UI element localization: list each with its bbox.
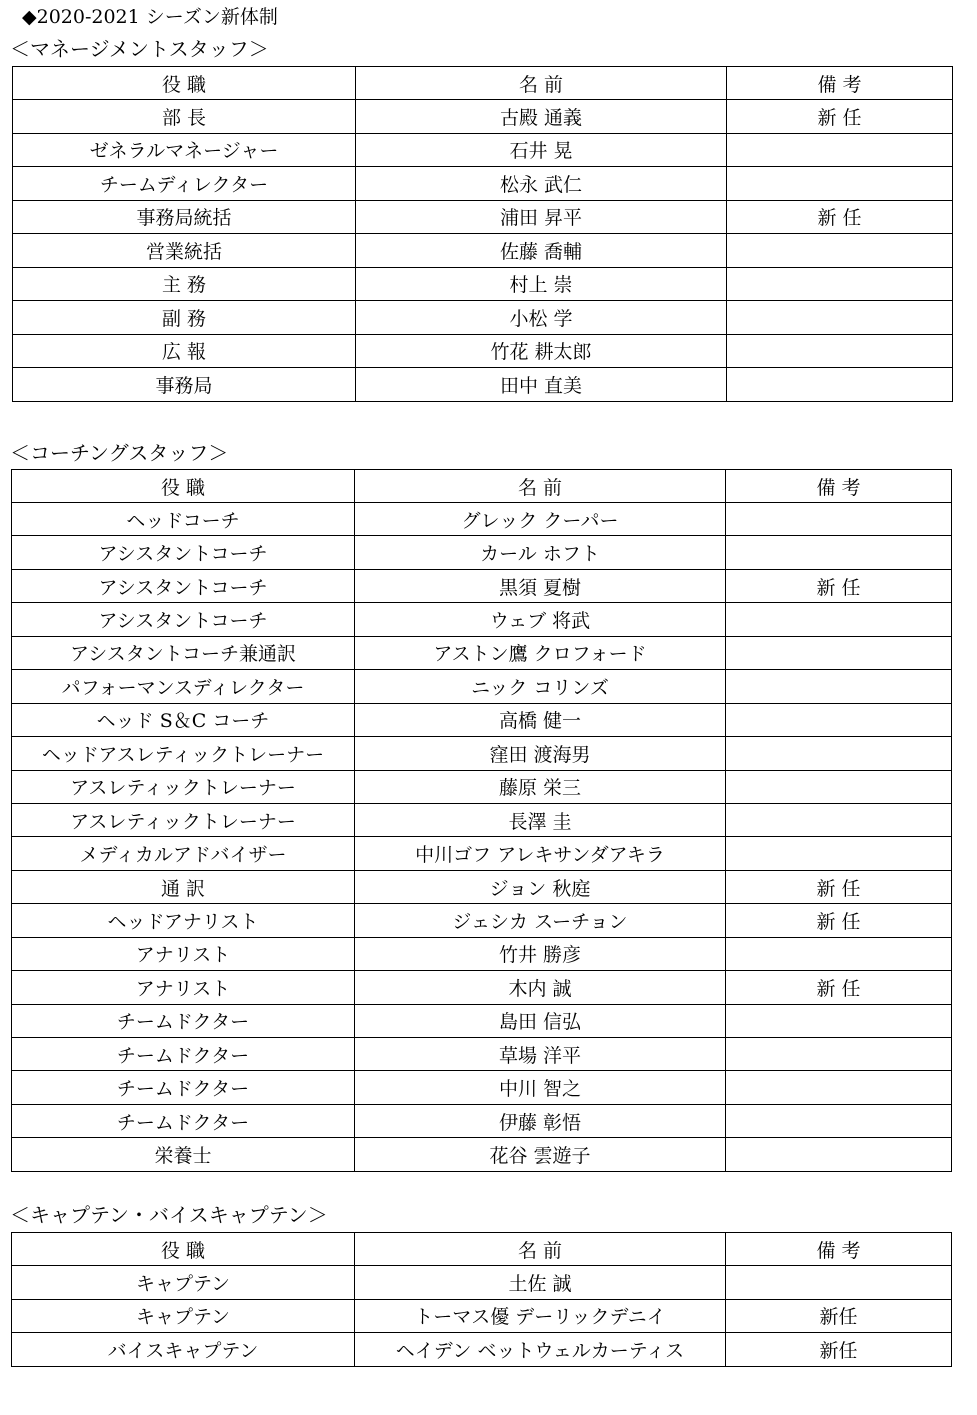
header-name: 名 前 [355, 1233, 726, 1266]
role-cell: 事務局 [13, 368, 356, 402]
name-cell: カール ホフト [355, 536, 726, 569]
role-cell: アスレティックトレーナー [12, 770, 355, 803]
role-cell: 広 報 [13, 334, 356, 368]
name-cell: 伊藤 彰悟 [355, 1104, 726, 1137]
role-cell: 栄養士 [12, 1138, 355, 1171]
document-title: ◆2020-2021 シーズン新体制 [22, 6, 278, 28]
role-cell: キャプテン [12, 1266, 355, 1300]
name-cell: 中川ゴフ アレキサンダアキラ [355, 837, 726, 870]
note-cell [726, 937, 952, 970]
note-cell [726, 1104, 952, 1137]
note-cell: 新 任 [727, 200, 953, 234]
note-cell [726, 536, 952, 569]
name-cell: トーマス優 デーリックデニイ [355, 1299, 726, 1333]
name-cell: 田中 直美 [356, 368, 727, 402]
name-cell: 草場 洋平 [355, 1038, 726, 1071]
table-header-row [12, 470, 952, 503]
role-cell: アシスタントコーチ兼通訳 [12, 636, 355, 669]
note-cell [727, 368, 953, 402]
name-cell: 長澤 圭 [355, 803, 726, 836]
role-cell: チームドクター [12, 1038, 355, 1071]
management-staff-heading: ＜マネージメントスタッフ＞ [10, 37, 269, 61]
table-row [12, 503, 952, 536]
captains-table [11, 1232, 952, 1367]
name-cell: ジョン 秋庭 [355, 870, 726, 903]
name-cell: 松永 武仁 [356, 167, 727, 201]
name-cell: 竹花 耕太郎 [356, 334, 727, 368]
table-row [12, 803, 952, 836]
header-name: 名 前 [355, 470, 726, 503]
role-cell: 部 長 [13, 100, 356, 134]
name-cell: 石井 晃 [356, 133, 727, 167]
note-cell: 新任 [726, 1299, 952, 1333]
table-row [12, 636, 952, 669]
note-cell: 新任 [726, 1333, 952, 1367]
name-cell: 小松 学 [356, 301, 727, 335]
note-cell [727, 133, 953, 167]
header-note: 備 考 [727, 67, 953, 100]
name-cell: 浦田 昇平 [356, 200, 727, 234]
table-row [13, 133, 953, 167]
table-row [12, 670, 952, 703]
role-cell: アシスタントコーチ [12, 603, 355, 636]
note-cell [726, 636, 952, 669]
table-row [12, 837, 952, 870]
table-row [13, 368, 953, 402]
role-cell: ゼネラルマネージャー [13, 133, 356, 167]
header-role: 役 職 [13, 67, 356, 100]
role-cell: パフォーマンスディレクター [12, 670, 355, 703]
table-row [13, 200, 953, 234]
note-cell: 新 任 [727, 100, 953, 134]
table-row [12, 603, 952, 636]
role-cell: アスレティックトレーナー [12, 803, 355, 836]
note-cell [727, 234, 953, 268]
role-cell: 主 務 [13, 267, 356, 301]
role-cell: 事務局統括 [13, 200, 356, 234]
name-cell: 竹井 勝彦 [355, 937, 726, 970]
coaching-staff-table [11, 469, 952, 1172]
note-cell [726, 1071, 952, 1104]
header-role: 役 職 [12, 470, 355, 503]
role-cell: バイスキャプテン [12, 1333, 355, 1367]
role-cell: ヘッドコーチ [12, 503, 355, 536]
table-row [12, 1299, 952, 1333]
name-cell: 木内 誠 [355, 971, 726, 1004]
header-note: 備 考 [726, 1233, 952, 1266]
role-cell: アナリスト [12, 937, 355, 970]
table-row [13, 267, 953, 301]
table-row [12, 703, 952, 736]
note-cell [727, 167, 953, 201]
name-cell: 中川 智之 [355, 1071, 726, 1104]
name-cell: 古殿 通義 [356, 100, 727, 134]
role-cell: 営業統括 [13, 234, 356, 268]
note-cell [726, 1004, 952, 1037]
role-cell: キャプテン [12, 1299, 355, 1333]
note-cell [726, 803, 952, 836]
note-cell [726, 1266, 952, 1300]
table-row [13, 301, 953, 335]
note-cell [726, 837, 952, 870]
name-cell: 村上 崇 [356, 267, 727, 301]
table-row [13, 167, 953, 201]
table-header-row [13, 67, 953, 100]
note-cell [726, 603, 952, 636]
name-cell: グレック クーパー [355, 503, 726, 536]
name-cell: ウェブ 将武 [355, 603, 726, 636]
note-cell [726, 1138, 952, 1171]
table-row [12, 1038, 952, 1071]
table-row [12, 1138, 952, 1171]
name-cell: ジェシカ スーチョン [355, 904, 726, 937]
note-cell: 新 任 [726, 870, 952, 903]
note-cell: 新 任 [726, 904, 952, 937]
note-cell: 新 任 [726, 971, 952, 1004]
note-cell [726, 670, 952, 703]
table-row [12, 1266, 952, 1300]
table-row [12, 536, 952, 569]
table-row [12, 1004, 952, 1037]
role-cell: チームドクター [12, 1004, 355, 1037]
table-row [12, 737, 952, 770]
management-staff-table [12, 66, 953, 402]
note-cell [726, 737, 952, 770]
role-cell: ヘッド S＆C コーチ [12, 703, 355, 736]
name-cell: ニック コリンズ [355, 670, 726, 703]
captains-heading: ＜キャプテン・バイスキャプテン＞ [10, 1203, 328, 1227]
note-cell [726, 770, 952, 803]
note-cell [727, 267, 953, 301]
name-cell: 黒須 夏樹 [355, 569, 726, 602]
note-cell: 新 任 [726, 569, 952, 602]
header-name: 名 前 [356, 67, 727, 100]
table-row [12, 937, 952, 970]
name-cell: 花谷 雲遊子 [355, 1138, 726, 1171]
table-row [12, 870, 952, 903]
name-cell: 窪田 渡海男 [355, 737, 726, 770]
note-cell [726, 503, 952, 536]
name-cell: アストン鷹 クロフォード [355, 636, 726, 669]
table-row [12, 1333, 952, 1367]
role-cell: 副 務 [13, 301, 356, 335]
table-row [12, 904, 952, 937]
table-row [12, 971, 952, 1004]
table-row [12, 1071, 952, 1104]
table-row [13, 100, 953, 134]
note-cell [727, 334, 953, 368]
name-cell: 高橋 健一 [355, 703, 726, 736]
role-cell: チームドクター [12, 1104, 355, 1137]
name-cell: 藤原 栄三 [355, 770, 726, 803]
name-cell: 土佐 誠 [355, 1266, 726, 1300]
role-cell: メディカルアドバイザー [12, 837, 355, 870]
role-cell: チームドクター [12, 1071, 355, 1104]
role-cell: ヘッドアスレティックトレーナー [12, 737, 355, 770]
role-cell: アシスタントコーチ [12, 536, 355, 569]
table-row [12, 1104, 952, 1137]
table-row [13, 234, 953, 268]
note-cell [726, 703, 952, 736]
role-cell: アナリスト [12, 971, 355, 1004]
table-row [12, 770, 952, 803]
table-row [13, 334, 953, 368]
table-header-row [12, 1233, 952, 1266]
role-cell: チームディレクター [13, 167, 356, 201]
header-note: 備 考 [726, 470, 952, 503]
role-cell: アシスタントコーチ [12, 569, 355, 602]
name-cell: 島田 信弘 [355, 1004, 726, 1037]
role-cell: ヘッドアナリスト [12, 904, 355, 937]
note-cell [726, 1038, 952, 1071]
table-row [12, 569, 952, 602]
coaching-staff-heading: ＜コーチングスタッフ＞ [10, 441, 229, 465]
name-cell: ヘイデン ベットウェルカーティス [355, 1333, 726, 1367]
name-cell: 佐藤 喬輔 [356, 234, 727, 268]
role-cell: 通 訳 [12, 870, 355, 903]
header-role: 役 職 [12, 1233, 355, 1266]
note-cell [727, 301, 953, 335]
